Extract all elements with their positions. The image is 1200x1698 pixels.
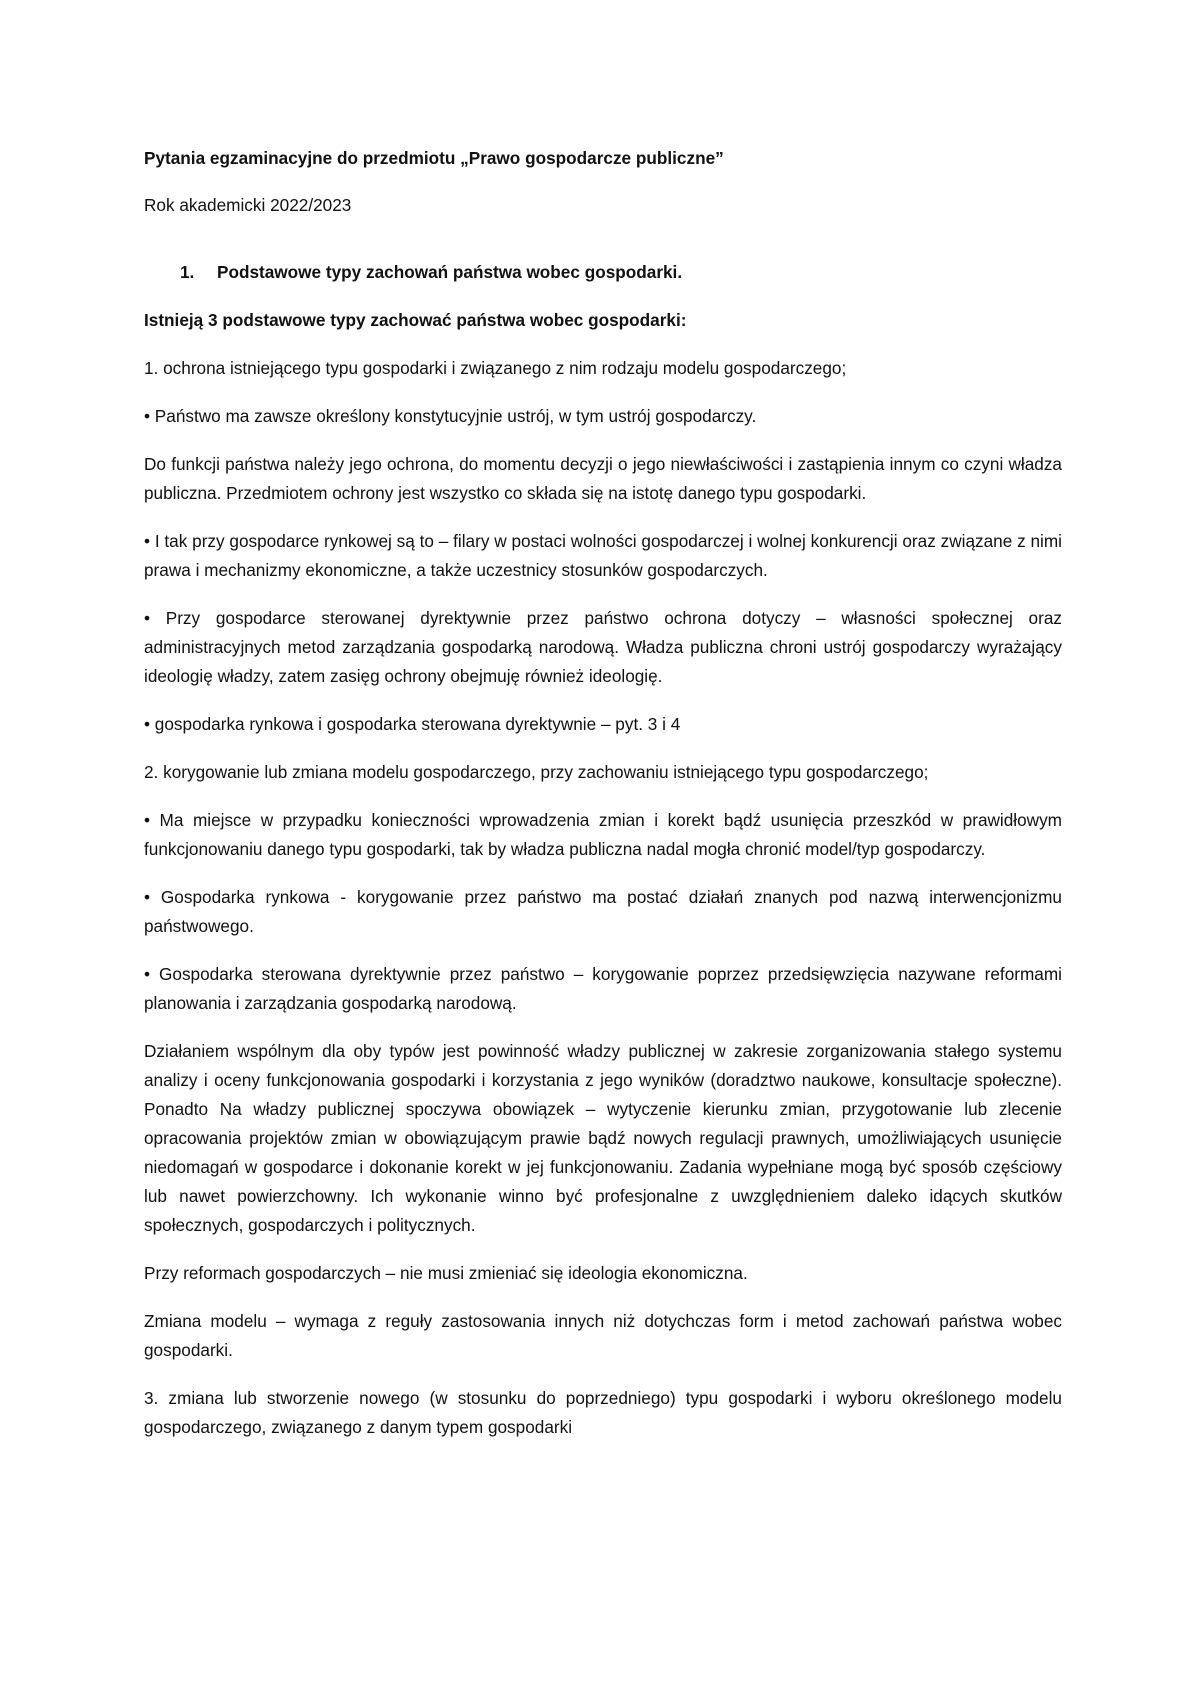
bullet-market-interventionism: • Gospodarka rynkowa - korygowanie przez państwo ma postać działań znanych pod nazwą interwencjonizmu państwowego. [144, 887, 1062, 936]
paragraph-model-change: Zmiana modelu – wymaga z reguły zastosowania innych niż dotychczas form i metod zachowań państwa wobec gospodarki. [144, 1311, 1062, 1360]
paragraph-reforms-ideology: Przy reformach gospodarczych – nie musi zmieniać się ideologia ekonomiczna. [144, 1263, 748, 1283]
document-title: Pytania egzaminacyjne do przedmiotu „Prawo gospodarcze publiczne” [144, 148, 724, 168]
paragraph-state-function: Do funkcji państwa należy jego ochrona, do momentu decyzji o jego niewłaściwości i zastąpienia innym co czyni władza publiczna. Przedmiotem ochrony jest wszystko co składa się na istotę danego typu gospodarki. [144, 454, 1062, 503]
bullet-cross-reference: • gospodarka rynkowa i gospodarka sterowana dyrektywnie – pyt. 3 i 4 [144, 714, 681, 734]
types-intro: Istnieją 3 podstawowe typy zachować państwa wobec gospodarki: [144, 310, 687, 330]
bullet-constitutional-system: • Państwo ma zawsze określony konstytucyjnie ustrój, w tym ustrój gospodarczy. [144, 406, 757, 426]
bullet-corrections-needed: • Ma miejsce w przypadku konieczności wprowadzenia zmian i korekt bądź usunięcia przeszkód w prawidłowym funkcjonowaniu danego typu gospodarki, tak by władza publiczna nadal mogła chronić model/typ gospodarczy. [144, 810, 1062, 859]
document-page [144, 144, 1062, 1461]
question-1-text: Podstawowe typy zachowań państwa wobec gospodarki. [217, 262, 683, 282]
type-1-protection: 1. ochrona istniejącego typu gospodarki i związanego z nim rodzaju modelu gospodarczego; [144, 358, 847, 378]
bullet-market-economy-pillars: • I tak przy gospodarce rynkowej są to – filary w postaci wolności gospodarczej i wolnej konkurencji oraz związane z nimi prawa i mechanizmy ekonomiczne, a także uczestnicy stosunków gospodarczych. [144, 531, 1062, 580]
academic-year: Rok akademicki 2022/2023 [144, 195, 352, 215]
question-1-heading [144, 258, 1062, 287]
bullet-directive-economy-protection: • Przy gospodarce sterowanej dyrektywnie przez państwo ochrona dotyczy – własności społecznej oraz administracyjnych metod zarządzania gospodarką narodową. Władza publiczna chroni ustrój gospodarczy wyrażający ideologię władzy, zatem zasięg ochrony obejmuję również ideologię. [144, 608, 1062, 686]
type-2-correction: 2. korygowanie lub zmiana modelu gospodarczego, przy zachowaniu istniejącego typu gospodarczego; [144, 762, 929, 782]
type-3-new-economy: 3. zmiana lub stworzenie nowego (w stosunku do poprzedniego) typu gospodarki i wyboru określonego modelu gospodarczego, związanego z danym typem gospodarki [144, 1388, 1062, 1437]
bullet-directive-reforms: • Gospodarka sterowana dyrektywnie przez państwo – korygowanie poprzez przedsięwzięcia nazywane reformami planowania i zarządzania gospodarką narodową. [144, 964, 1062, 1013]
question-1-number: 1. [180, 262, 195, 282]
paragraph-common-action: Działaniem wspólnym dla oby typów jest powinność władzy publicznej w zakresie zorganizowania stałego systemu analizy i oceny funkcjonowania gospodarki i korzystania z jego wyników (doradztwo naukowe, konsultacje społeczne). Ponadto Na władzy publicznej spoczywa obowiązek – wytyczenie kierunku zmian, przygotowanie lub zlecenie opracowania projektów zmian w obowiązującym prawie bądź nowych regulacji prawnych, umożliwiających usunięcie niedomagań w gospodarce i dokonanie korekt w jej funkcjonowaniu. Zadania wypełniane mogą być sposób częściowy lub nawet powierzchowny. Ich wykonanie winno być profesjonalne z uwzględnieniem daleko idących skutków społecznych, gospodarczych i politycznych. [144, 1041, 1062, 1235]
